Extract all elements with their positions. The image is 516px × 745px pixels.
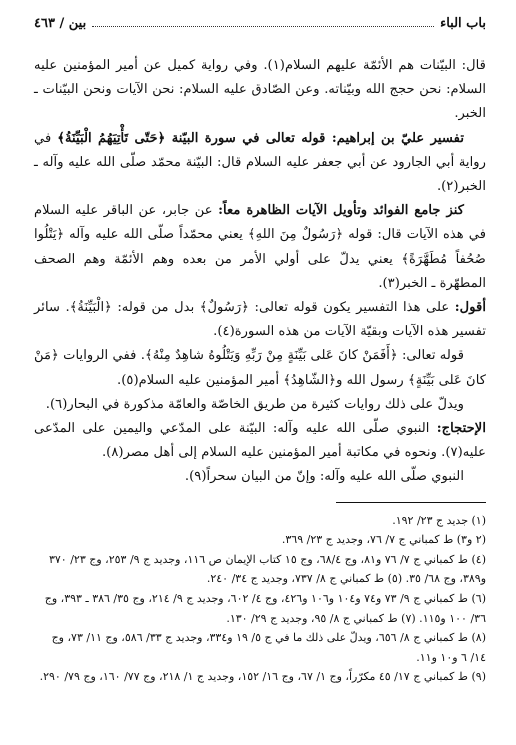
main-text	[34, 54, 486, 490]
footnote: (٩) ط كمباني ج ١٧/ ٤٥ مكرّراً، وج ١/ ٦٧، وج ١٦/ ١٥٢، وجديد ج ١/ ٢١٨، وج ٧٧/ ١٦٠، وج ٧٩/ ٢٩٠.	[39, 670, 486, 684]
paragraph: ويدلّ على ذلك روايات كثيرة من طريق الخاصّة والعامّة مذكورة في البحار(٦).	[45, 396, 464, 412]
paragraph: أقول: على هذا التفسير يكون قوله تعالى: ﴿رَسُولٌ﴾ بدل من قوله: ﴿الْبَيِّنَةُ﴾. سائر تفسير هذه الآيات وبقيّة الآيات من هذه السورة(٤).	[34, 300, 486, 340]
page-number: بين / ٤٦٣	[34, 16, 87, 31]
paragraph: كنز جامع الفوائد وتأويل الآيات الظاهرة معاً: عن جابر، عن الباقر عليه السلام في هذه الآيات قال: قوله ﴿رَسُولٌ مِنَ اللهِ﴾ يعني محمّداً صلّى الله عليه وآله ﴿يَتْلُوا صُحُفاً مُطَهَّرَةً﴾ يعني يدلّ على أولي الأمر من بعده وهم الأئمّة وهم الصحف المطهّرة ـ الخبر(٣).	[34, 203, 486, 291]
footnote: (٨) ط كمباني ج ٨/ ٦٥٦، ويدلّ على ذلك ما في ج ٥/ ١٩ و٣٣٤، وجديد ج ٣٣/ ٥٨٦، وج ١١/ ٧٣، وج ١٤/ ٦ و١٠ و١١.	[51, 631, 486, 664]
footnotes	[34, 511, 486, 687]
footnote: (١) جديد ج ٢٣/ ١٩٢.	[392, 513, 486, 527]
footnote: (٢ و٣) ط كمباني ج ٧/ ٧٦، وجديد ج ٢٣/ ٣٦٩.	[281, 533, 486, 547]
chapter-title: باب الباء	[440, 16, 486, 31]
paragraph: قال: البيّنات هم الأئمّة عليهم السلام(١). وفي رواية كميل عن أمير المؤمنين عليه السلام: نحن حجج الله وبيّناته. وعن الصّادق عليه السلام: نحن الآيات ونحن البيّنات ـ الخبر.	[34, 58, 486, 122]
footnote: (٤) ط كمباني ج ٧/ ٧٦ و٨١، وج ٦٨/٤، وج ١٥ كتاب الإيمان ص ١١٦، وجديد ج ٩/ ٢٥٣، وج ٢٣/ ٣٧٠ و٣٨٩، وج ٦٨/ ٣٥. (٥) ط كمباني ج ٨/ ٧٣٧، وجديد ج ٣٤/ ٢٤٠.	[48, 552, 486, 586]
paragraph: النبوي صلّى الله عليه وآله: وإنّ من البيان سحراً(٩).	[184, 469, 464, 485]
footnote-separator	[336, 502, 486, 503]
header-dots	[92, 26, 434, 27]
running-header	[34, 16, 486, 38]
paragraph: الإحتجاج: النبوي صلّى الله عليه وآله: البيّنة على المدّعي واليمين على المدّعى عليه(٧). ونحوه في مكاتبة أمير المؤمنين عليه السلام إلى أهل مصر(٨).	[34, 421, 486, 461]
paragraph: قوله تعالى: ﴿أَفَمَنْ كانَ عَلى بَيِّنَةٍ مِنْ رَبِّهِ وَيَتْلُوهُ شاهِدٌ مِنْهُ﴾. ففي الروايات ﴿مَنْ كانَ عَلى بَيِّنَةٍ﴾ رسول الله و﴿الشّاهِدُ﴾ أمير المؤمنين عليه السلام(٥).	[34, 348, 486, 388]
paragraph: تفسير عليّ بن إبراهيم: قوله تعالى في سورة البيّنة ﴿حَتّى تَأْتِيَهُمُ الْبَيِّنَةُ﴾ في رواية أبي الجارود عن أبي جعفر عليه السلام قال: البيّنة محمّد صلّى الله عليه وآله ـ الخبر(٢).	[34, 130, 486, 195]
footnote: (٦) ط كمباني ج ٩/ ٧٣ و٧٤ و١٠٤ و١٠٦ و٤٢٦، وج ٤/ ٦٠٢، وجديد ج ٩/ ٢١٤، وج ٣٥/ ٣٨٦ ـ ٣٩٣، وج ٣٦/ ١٠٠ و١١٥. (٧) ط كمباني ج ٨/ ٩٥، وجديد ج ٢٩/ ١٣٠.	[44, 592, 486, 625]
